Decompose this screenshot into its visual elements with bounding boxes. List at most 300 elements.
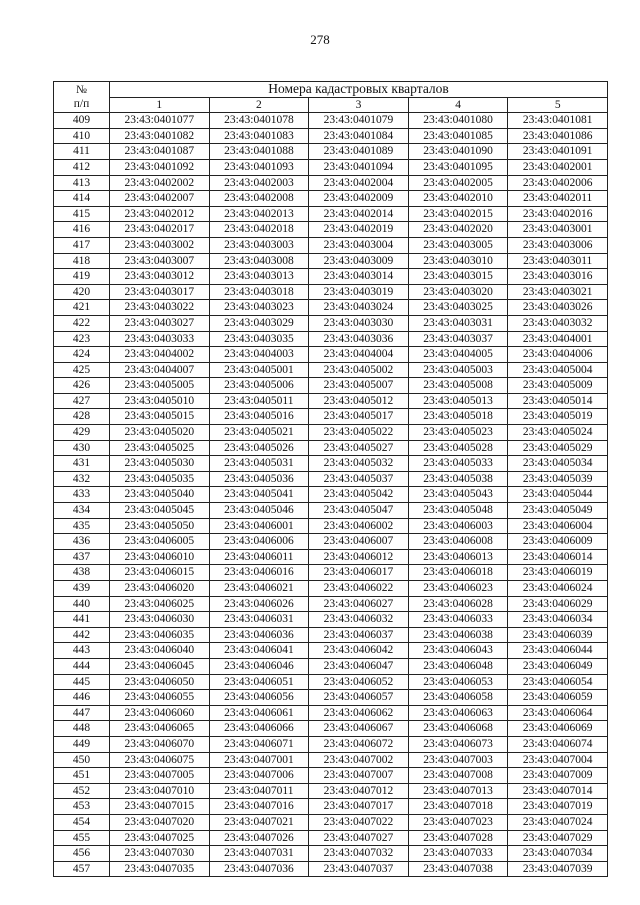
cadastral-number-cell: 23:43:0406011 <box>209 549 309 565</box>
table-row <box>54 736 608 752</box>
table-row <box>54 456 608 472</box>
cadastral-number-cell: 23:43:0402005 <box>408 175 508 191</box>
cadastral-number-cell: 23:43:0407005 <box>110 768 210 784</box>
cadastral-number-cell: 23:43:0401087 <box>110 144 210 160</box>
row-number-cell: 428 <box>54 409 110 425</box>
cadastral-number-cell: 23:43:0406025 <box>110 596 210 612</box>
cadastral-number-cell: 23:43:0407034 <box>508 846 608 862</box>
cadastral-number-cell: 23:43:0406049 <box>508 658 608 674</box>
cadastral-number-cell: 23:43:0402012 <box>110 206 210 222</box>
column-header-3: 3 <box>309 97 409 113</box>
table-row <box>54 674 608 690</box>
row-number-cell: 421 <box>54 300 110 316</box>
table-row <box>54 331 608 347</box>
cadastral-number-cell: 23:43:0405010 <box>110 393 210 409</box>
row-number-cell: 412 <box>54 159 110 175</box>
table-row <box>54 175 608 191</box>
cadastral-number-cell: 23:43:0406029 <box>508 596 608 612</box>
table-row <box>54 253 608 269</box>
cadastral-number-cell: 23:43:0403021 <box>508 284 608 300</box>
cadastral-number-cell: 23:43:0407023 <box>408 814 508 830</box>
row-number-header-line1: № <box>76 83 87 96</box>
cadastral-number-cell: 23:43:0403013 <box>209 269 309 285</box>
row-number-cell: 430 <box>54 440 110 456</box>
row-number-cell: 437 <box>54 549 110 565</box>
cadastral-number-cell: 23:43:0407039 <box>508 861 608 877</box>
row-number-cell: 415 <box>54 206 110 222</box>
cadastral-number-cell: 23:43:0401095 <box>408 159 508 175</box>
column-header-4: 4 <box>408 97 508 113</box>
table-row <box>54 861 608 877</box>
cadastral-number-cell: 23:43:0407007 <box>309 768 409 784</box>
cadastral-number-cell: 23:43:0406061 <box>209 705 309 721</box>
cadastral-number-cell: 23:43:0403002 <box>110 237 210 253</box>
cadastral-number-cell: 23:43:0405050 <box>110 518 210 534</box>
cadastral-number-cell: 23:43:0405002 <box>309 362 409 378</box>
cadastral-number-cell: 23:43:0406027 <box>309 596 409 612</box>
cadastral-number-cell: 23:43:0405023 <box>408 425 508 441</box>
cadastral-number-cell: 23:43:0406075 <box>110 752 210 768</box>
cadastral-number-cell: 23:43:0405014 <box>508 393 608 409</box>
cadastral-number-cell: 23:43:0405030 <box>110 456 210 472</box>
cadastral-number-cell: 23:43:0405039 <box>508 471 608 487</box>
cadastral-number-cell: 23:43:0403025 <box>408 300 508 316</box>
cadastral-number-cell: 23:43:0405025 <box>110 440 210 456</box>
cadastral-number-cell: 23:43:0407013 <box>408 783 508 799</box>
cadastral-number-cell: 23:43:0406021 <box>209 581 309 597</box>
cadastral-number-cell: 23:43:0406031 <box>209 612 309 628</box>
cadastral-number-cell: 23:43:0405046 <box>209 503 309 519</box>
cadastral-number-cell: 23:43:0405038 <box>408 471 508 487</box>
table-row <box>54 721 608 737</box>
column-header-1: 1 <box>110 97 210 113</box>
cadastral-number-cell: 23:43:0403016 <box>508 269 608 285</box>
table-row <box>54 222 608 238</box>
cadastral-number-cell: 23:43:0406074 <box>508 736 608 752</box>
row-number-cell: 410 <box>54 128 110 144</box>
cadastral-number-cell: 23:43:0407028 <box>408 830 508 846</box>
cadastral-number-cell: 23:43:0402019 <box>309 222 409 238</box>
cadastral-number-cell: 23:43:0402007 <box>110 191 210 207</box>
cadastral-number-cell: 23:43:0407029 <box>508 830 608 846</box>
cadastral-number-cell: 23:43:0405042 <box>309 487 409 503</box>
cadastral-number-cell: 23:43:0403036 <box>309 331 409 347</box>
cadastral-number-cell: 23:43:0403014 <box>309 269 409 285</box>
cadastral-number-cell: 23:43:0406020 <box>110 581 210 597</box>
cadastral-quarters-table <box>53 81 608 877</box>
cadastral-number-cell: 23:43:0402001 <box>508 159 608 175</box>
cadastral-number-cell: 23:43:0406032 <box>309 612 409 628</box>
cadastral-number-cell: 23:43:0406016 <box>209 565 309 581</box>
cadastral-number-cell: 23:43:0407018 <box>408 799 508 815</box>
cadastral-number-cell: 23:43:0407036 <box>209 861 309 877</box>
cadastral-number-cell: 23:43:0406057 <box>309 690 409 706</box>
cadastral-number-cell: 23:43:0407011 <box>209 783 309 799</box>
cadastral-number-cell: 23:43:0401082 <box>110 128 210 144</box>
cadastral-number-cell: 23:43:0407006 <box>209 768 309 784</box>
cadastral-number-cell: 23:43:0402006 <box>508 175 608 191</box>
cadastral-number-cell: 23:43:0406060 <box>110 705 210 721</box>
row-number-cell: 457 <box>54 861 110 877</box>
cadastral-number-cell: 23:43:0406015 <box>110 565 210 581</box>
row-number-cell: 450 <box>54 752 110 768</box>
cadastral-number-cell: 23:43:0405015 <box>110 409 210 425</box>
cadastral-number-cell: 23:43:0405006 <box>209 378 309 394</box>
cadastral-number-cell: 23:43:0405007 <box>309 378 409 394</box>
row-number-cell: 427 <box>54 393 110 409</box>
cadastral-number-cell: 23:43:0407026 <box>209 830 309 846</box>
cadastral-number-cell: 23:43:0406066 <box>209 721 309 737</box>
table-row <box>54 393 608 409</box>
cadastral-number-cell: 23:43:0406037 <box>309 627 409 643</box>
row-number-cell: 422 <box>54 315 110 331</box>
cadastral-number-cell: 23:43:0401094 <box>309 159 409 175</box>
cadastral-number-cell: 23:43:0401089 <box>309 144 409 160</box>
cadastral-number-cell: 23:43:0403003 <box>209 237 309 253</box>
table-row <box>54 409 608 425</box>
column-header-5: 5 <box>508 97 608 113</box>
cadastral-number-cell: 23:43:0406045 <box>110 658 210 674</box>
cadastral-number-cell: 23:43:0407009 <box>508 768 608 784</box>
cadastral-number-cell: 23:43:0405034 <box>508 456 608 472</box>
cadastral-number-cell: 23:43:0406039 <box>508 627 608 643</box>
cadastral-number-cell: 23:43:0401092 <box>110 159 210 175</box>
cadastral-number-cell: 23:43:0405033 <box>408 456 508 472</box>
row-number-cell: 424 <box>54 347 110 363</box>
cadastral-number-cell: 23:43:0405018 <box>408 409 508 425</box>
cadastral-number-cell: 23:43:0407024 <box>508 814 608 830</box>
cadastral-number-cell: 23:43:0401078 <box>209 113 309 129</box>
cadastral-number-cell: 23:43:0407016 <box>209 799 309 815</box>
cadastral-number-cell: 23:43:0405024 <box>508 425 608 441</box>
cadastral-number-cell: 23:43:0401093 <box>209 159 309 175</box>
cadastral-number-cell: 23:43:0403005 <box>408 237 508 253</box>
cadastral-number-cell: 23:43:0405008 <box>408 378 508 394</box>
cadastral-number-cell: 23:43:0406047 <box>309 658 409 674</box>
cadastral-number-cell: 23:43:0407010 <box>110 783 210 799</box>
cadastral-number-cell: 23:43:0401079 <box>309 113 409 129</box>
cadastral-number-cell: 23:43:0401077 <box>110 113 210 129</box>
cadastral-number-cell: 23:43:0402003 <box>209 175 309 191</box>
cadastral-number-cell: 23:43:0406001 <box>209 518 309 534</box>
row-number-cell: 416 <box>54 222 110 238</box>
cadastral-number-cell: 23:43:0406053 <box>408 674 508 690</box>
table-row <box>54 581 608 597</box>
cadastral-number-cell: 23:43:0406065 <box>110 721 210 737</box>
table-row <box>54 503 608 519</box>
cadastral-number-cell: 23:43:0406067 <box>309 721 409 737</box>
table-row <box>54 128 608 144</box>
cadastral-number-cell: 23:43:0404006 <box>508 347 608 363</box>
cadastral-number-cell: 23:43:0406073 <box>408 736 508 752</box>
cadastral-number-cell: 23:43:0405021 <box>209 425 309 441</box>
cadastral-number-cell: 23:43:0406059 <box>508 690 608 706</box>
cadastral-number-cell: 23:43:0406052 <box>309 674 409 690</box>
row-number-cell: 418 <box>54 253 110 269</box>
cadastral-number-cell: 23:43:0401090 <box>408 144 508 160</box>
cadastral-number-cell: 23:43:0405048 <box>408 503 508 519</box>
cadastral-number-cell: 23:43:0402004 <box>309 175 409 191</box>
table-row <box>54 705 608 721</box>
cadastral-number-cell: 23:43:0403015 <box>408 269 508 285</box>
table-row <box>54 643 608 659</box>
table-row <box>54 269 608 285</box>
cadastral-number-cell: 23:43:0404003 <box>209 347 309 363</box>
cadastral-number-cell: 23:43:0406009 <box>508 534 608 550</box>
cadastral-number-cell: 23:43:0405020 <box>110 425 210 441</box>
cadastral-number-cell: 23:43:0406035 <box>110 627 210 643</box>
cadastral-number-cell: 23:43:0407037 <box>309 861 409 877</box>
cadastral-number-cell: 23:43:0406063 <box>408 705 508 721</box>
cadastral-number-cell: 23:43:0402017 <box>110 222 210 238</box>
cadastral-number-cell: 23:43:0402002 <box>110 175 210 191</box>
cadastral-number-cell: 23:43:0406004 <box>508 518 608 534</box>
cadastral-number-cell: 23:43:0406003 <box>408 518 508 534</box>
cadastral-number-cell: 23:43:0405043 <box>408 487 508 503</box>
cadastral-number-cell: 23:43:0403004 <box>309 237 409 253</box>
cadastral-number-cell: 23:43:0406046 <box>209 658 309 674</box>
cadastral-number-cell: 23:43:0403007 <box>110 253 210 269</box>
table-row <box>54 284 608 300</box>
table-body <box>54 113 608 877</box>
cadastral-number-cell: 23:43:0403026 <box>508 300 608 316</box>
cadastral-number-cell: 23:43:0401088 <box>209 144 309 160</box>
cadastral-number-cell: 23:43:0405031 <box>209 456 309 472</box>
cadastral-number-cell: 23:43:0405040 <box>110 487 210 503</box>
cadastral-number-cell: 23:43:0406024 <box>508 581 608 597</box>
cadastral-number-cell: 23:43:0405019 <box>508 409 608 425</box>
cadastral-number-cell: 23:43:0406006 <box>209 534 309 550</box>
cadastral-number-cell: 23:43:0406028 <box>408 596 508 612</box>
cadastral-number-cell: 23:43:0406007 <box>309 534 409 550</box>
cadastral-number-cell: 23:43:0406019 <box>508 565 608 581</box>
table-row <box>54 549 608 565</box>
cadastral-number-cell: 23:43:0407012 <box>309 783 409 799</box>
cadastral-number-cell: 23:43:0406036 <box>209 627 309 643</box>
cadastral-number-cell: 23:43:0401085 <box>408 128 508 144</box>
cadastral-number-cell: 23:43:0406005 <box>110 534 210 550</box>
cadastral-number-cell: 23:43:0403017 <box>110 284 210 300</box>
cadastral-number-cell: 23:43:0403001 <box>508 222 608 238</box>
cadastral-number-cell: 23:43:0406034 <box>508 612 608 628</box>
row-number-cell: 414 <box>54 191 110 207</box>
row-number-cell: 443 <box>54 643 110 659</box>
table-row <box>54 830 608 846</box>
row-number-cell: 438 <box>54 565 110 581</box>
cadastral-number-cell: 23:43:0403020 <box>408 284 508 300</box>
cadastral-number-cell: 23:43:0403018 <box>209 284 309 300</box>
cadastral-number-cell: 23:43:0406068 <box>408 721 508 737</box>
table-row <box>54 191 608 207</box>
table-row <box>54 565 608 581</box>
cadastral-number-cell: 23:43:0404004 <box>309 347 409 363</box>
cadastral-number-cell: 23:43:0406038 <box>408 627 508 643</box>
cadastral-number-cell: 23:43:0406010 <box>110 549 210 565</box>
row-number-cell: 441 <box>54 612 110 628</box>
cadastral-number-cell: 23:43:0405044 <box>508 487 608 503</box>
cadastral-number-cell: 23:43:0405045 <box>110 503 210 519</box>
cadastral-number-cell: 23:43:0405016 <box>209 409 309 425</box>
cadastral-number-cell: 23:43:0406062 <box>309 705 409 721</box>
cadastral-number-cell: 23:43:0405028 <box>408 440 508 456</box>
cadastral-number-cell: 23:43:0403012 <box>110 269 210 285</box>
cadastral-number-cell: 23:43:0406030 <box>110 612 210 628</box>
table-row <box>54 113 608 129</box>
cadastral-number-cell: 23:43:0405012 <box>309 393 409 409</box>
cadastral-number-cell: 23:43:0406054 <box>508 674 608 690</box>
row-number-cell: 439 <box>54 581 110 597</box>
table-row <box>54 300 608 316</box>
cadastral-number-cell: 23:43:0406056 <box>209 690 309 706</box>
row-number-cell: 448 <box>54 721 110 737</box>
row-number-header-line2: п/п <box>73 98 90 111</box>
row-number-cell: 453 <box>54 799 110 815</box>
table-row <box>54 658 608 674</box>
cadastral-number-cell: 23:43:0407030 <box>110 846 210 862</box>
table-header <box>54 82 608 113</box>
cadastral-number-cell: 23:43:0407027 <box>309 830 409 846</box>
column-header-2: 2 <box>209 97 309 113</box>
cadastral-number-cell: 23:43:0407017 <box>309 799 409 815</box>
row-number-cell: 411 <box>54 144 110 160</box>
table-row <box>54 206 608 222</box>
cadastral-number-cell: 23:43:0407020 <box>110 814 210 830</box>
cadastral-number-cell: 23:43:0406033 <box>408 612 508 628</box>
cadastral-number-cell: 23:43:0403031 <box>408 315 508 331</box>
cadastral-number-cell: 23:43:0406043 <box>408 643 508 659</box>
cadastral-number-cell: 23:43:0401083 <box>209 128 309 144</box>
row-number-cell: 423 <box>54 331 110 347</box>
cadastral-number-cell: 23:43:0406071 <box>209 736 309 752</box>
row-number-cell: 419 <box>54 269 110 285</box>
cadastral-number-cell: 23:43:0405026 <box>209 440 309 456</box>
cadastral-number-cell: 23:43:0402020 <box>408 222 508 238</box>
row-number-cell: 429 <box>54 425 110 441</box>
cadastral-number-cell: 23:43:0405004 <box>508 362 608 378</box>
cadastral-number-cell: 23:43:0406044 <box>508 643 608 659</box>
cadastral-number-cell: 23:43:0407032 <box>309 846 409 862</box>
cadastral-number-cell: 23:43:0404001 <box>508 331 608 347</box>
cadastral-number-cell: 23:43:0401081 <box>508 113 608 129</box>
table-row <box>54 347 608 363</box>
page-number: 278 <box>310 32 330 47</box>
cadastral-number-cell: 23:43:0405003 <box>408 362 508 378</box>
table-row <box>54 534 608 550</box>
row-number-cell: 420 <box>54 284 110 300</box>
table-row <box>54 768 608 784</box>
cadastral-number-cell: 23:43:0407015 <box>110 799 210 815</box>
cadastral-number-cell: 23:43:0406023 <box>408 581 508 597</box>
cadastral-number-cell: 23:43:0402014 <box>309 206 409 222</box>
cadastral-number-cell: 23:43:0403009 <box>309 253 409 269</box>
cadastral-number-cell: 23:43:0405001 <box>209 362 309 378</box>
cadastral-number-cell: 23:43:0403037 <box>408 331 508 347</box>
table-row <box>54 487 608 503</box>
row-number-cell: 440 <box>54 596 110 612</box>
cadastral-number-cell: 23:43:0406014 <box>508 549 608 565</box>
cadastral-number-cell: 23:43:0406058 <box>408 690 508 706</box>
cadastral-number-cell: 23:43:0405032 <box>309 456 409 472</box>
table-row <box>54 596 608 612</box>
table-row <box>54 783 608 799</box>
row-number-cell: 455 <box>54 830 110 846</box>
cadastral-number-cell: 23:43:0402010 <box>408 191 508 207</box>
table-row <box>54 378 608 394</box>
table-row <box>54 237 608 253</box>
cadastral-number-cell: 23:43:0406051 <box>209 674 309 690</box>
cadastral-number-cell: 23:43:0405029 <box>508 440 608 456</box>
cadastral-number-cell: 23:43:0406050 <box>110 674 210 690</box>
table-row <box>54 362 608 378</box>
cadastral-number-cell: 23:43:0403010 <box>408 253 508 269</box>
table-row <box>54 159 608 175</box>
cadastral-number-cell: 23:43:0402016 <box>508 206 608 222</box>
cadastral-number-cell: 23:43:0404002 <box>110 347 210 363</box>
table-row <box>54 799 608 815</box>
cadastral-number-cell: 23:43:0404005 <box>408 347 508 363</box>
row-number-cell: 444 <box>54 658 110 674</box>
table-row <box>54 612 608 628</box>
cadastral-number-cell: 23:43:0405036 <box>209 471 309 487</box>
cadastral-number-cell: 23:43:0406012 <box>309 549 409 565</box>
cadastral-number-cell: 23:43:0403035 <box>209 331 309 347</box>
cadastral-number-cell: 23:43:0407019 <box>508 799 608 815</box>
row-number-cell: 434 <box>54 503 110 519</box>
cadastral-number-cell: 23:43:0407025 <box>110 830 210 846</box>
cadastral-number-cell: 23:43:0401084 <box>309 128 409 144</box>
cadastral-number-cell: 23:43:0407031 <box>209 846 309 862</box>
cadastral-number-cell: 23:43:0404007 <box>110 362 210 378</box>
cadastral-number-cell: 23:43:0407008 <box>408 768 508 784</box>
row-number-cell: 456 <box>54 846 110 862</box>
cadastral-number-cell: 23:43:0403008 <box>209 253 309 269</box>
row-number-cell: 449 <box>54 736 110 752</box>
cadastral-number-cell: 23:43:0406070 <box>110 736 210 752</box>
table-row <box>54 425 608 441</box>
cadastral-number-cell: 23:43:0403032 <box>508 315 608 331</box>
row-number-cell: 452 <box>54 783 110 799</box>
row-number-cell: 445 <box>54 674 110 690</box>
cadastral-number-cell: 23:43:0402008 <box>209 191 309 207</box>
cadastral-number-cell: 23:43:0405035 <box>110 471 210 487</box>
cadastral-number-cell: 23:43:0406022 <box>309 581 409 597</box>
cadastral-number-cell: 23:43:0407001 <box>209 752 309 768</box>
cadastral-number-cell: 23:43:0405049 <box>508 503 608 519</box>
cadastral-number-cell: 23:43:0406026 <box>209 596 309 612</box>
table-row <box>54 752 608 768</box>
row-number-header <box>54 82 110 113</box>
row-number-cell: 435 <box>54 518 110 534</box>
cadastral-number-cell: 23:43:0406041 <box>209 643 309 659</box>
row-number-cell: 436 <box>54 534 110 550</box>
cadastral-number-cell: 23:43:0406018 <box>408 565 508 581</box>
cadastral-number-cell: 23:43:0405027 <box>309 440 409 456</box>
cadastral-number-cell: 23:43:0405041 <box>209 487 309 503</box>
row-number-cell: 454 <box>54 814 110 830</box>
row-number-cell: 432 <box>54 471 110 487</box>
cadastral-number-cell: 23:43:0406055 <box>110 690 210 706</box>
table-row <box>54 518 608 534</box>
cadastral-number-cell: 23:43:0403022 <box>110 300 210 316</box>
cadastral-number-cell: 23:43:0405022 <box>309 425 409 441</box>
row-number-cell: 446 <box>54 690 110 706</box>
row-number-cell: 409 <box>54 113 110 129</box>
cadastral-number-cell: 23:43:0401091 <box>508 144 608 160</box>
cadastral-number-cell: 23:43:0406048 <box>408 658 508 674</box>
cadastral-number-cell: 23:43:0406064 <box>508 705 608 721</box>
cadastral-number-cell: 23:43:0403023 <box>209 300 309 316</box>
cadastral-number-cell: 23:43:0407014 <box>508 783 608 799</box>
